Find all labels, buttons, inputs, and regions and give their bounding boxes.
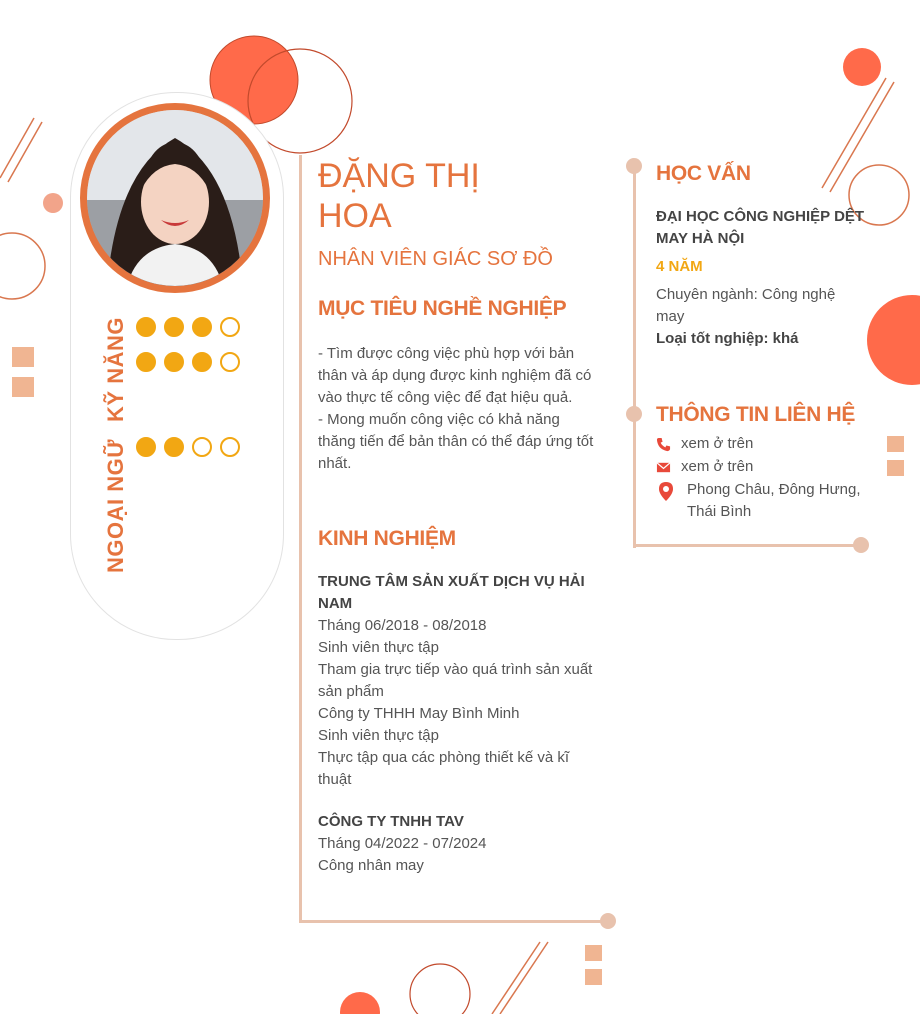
company-name: CÔNG TY TNHH TAV (318, 813, 464, 830)
deco-circle-outline-bottom (410, 964, 470, 1014)
school-name: ĐẠI HỌC CÔNG NGHIỆP DỆT (656, 208, 865, 225)
deco-square (585, 945, 602, 961)
skills-label: KỸ NĂNG (103, 317, 128, 422)
language-rating-1 (136, 437, 240, 457)
skill-rating-1 (136, 317, 240, 337)
rating-dot-empty (220, 317, 240, 337)
rating-dot-filled (136, 437, 156, 457)
rating-dot-filled (136, 352, 156, 372)
experience-line: Thực tập qua các phòng thiết kế và kĩ (318, 749, 570, 766)
deco-circle-filled-right (843, 48, 881, 86)
main-timeline-horizontal (299, 920, 607, 923)
education-block (656, 206, 881, 350)
experience-entry-2 (318, 811, 618, 877)
objective-line: - Tìm được công việc phù hợp với bản (318, 345, 575, 362)
education-heading: HỌC VẤN (656, 162, 751, 185)
company-name: NAM (318, 595, 353, 612)
rating-dot-filled (192, 317, 212, 337)
objective-heading: MỤC TIÊU NGHỀ NGHIỆP (318, 297, 567, 320)
experience-line: Công ty THHH May Bình Minh (318, 705, 520, 722)
experience-line: sản phẩm (318, 683, 384, 700)
address-line: Phong Châu, Đông Hưng, (687, 481, 861, 498)
objective-line: thăng tiến để bản thân có thể đáp ứng tốt (318, 433, 594, 450)
deco-square (585, 969, 602, 985)
rating-dot-filled (164, 352, 184, 372)
objective-text (318, 343, 618, 475)
experience-line: Tháng 06/2018 - 08/2018 (318, 617, 487, 634)
experience-line: thuật (318, 771, 352, 788)
deco-circle-outline-left (0, 233, 45, 299)
languages-label: NGOẠI NGỮ (103, 439, 128, 573)
address-line: Thái Bình (687, 503, 752, 520)
right-timeline-vertical (633, 166, 636, 548)
deco-square (887, 436, 904, 452)
rating-dot-filled (192, 352, 212, 372)
name-line-2: HOA (318, 197, 392, 235)
experience-line: Sinh viên thực tập (318, 639, 439, 656)
objective-line: - Mong muốn công việc có khả năng (318, 411, 560, 428)
experience-line: Tháng 04/2022 - 07/2024 (318, 835, 487, 852)
education-grade: Loại tốt nghiệp: khá (656, 330, 799, 347)
candidate-role: NHÂN VIÊN GIÁC SƠ ĐỒ (318, 248, 553, 270)
experience-line: Công nhân may (318, 857, 424, 874)
deco-line (8, 122, 42, 182)
rating-dot-filled (164, 317, 184, 337)
skill-rating-2 (136, 352, 240, 372)
phone-value: xem ở trên (681, 435, 754, 452)
rating-dot-filled (136, 317, 156, 337)
deco-line (830, 82, 894, 192)
education-major: may (656, 308, 685, 325)
deco-square (12, 377, 34, 397)
rating-dot-filled (164, 437, 184, 457)
education-knob (626, 158, 642, 174)
phone-icon (656, 437, 671, 452)
rating-dot-empty (220, 437, 240, 457)
objective-line: thân và áp dụng được kinh nghiệm đã có (318, 367, 592, 384)
deco-line (822, 78, 886, 188)
education-major: Chuyên ngành: Công nghệ (656, 286, 836, 303)
contact-knob (626, 406, 642, 422)
deco-line (0, 118, 34, 178)
experience-heading: KINH NGHIỆM (318, 527, 456, 550)
right-timeline-horizontal (633, 544, 855, 547)
objective-line: vào thực tế công việc để đạt hiệu quả. (318, 389, 573, 406)
experience-line: Sinh viên thực tập (318, 727, 439, 744)
avatar-portrait (87, 110, 263, 286)
avatar (80, 103, 270, 293)
company-name: TRUNG TÂM SẢN XUẤT DỊCH VỤ HẢI (318, 573, 585, 590)
rating-dot-empty (192, 437, 212, 457)
email-value: xem ở trên (681, 458, 754, 475)
deco-line (492, 942, 540, 1014)
name-line-1: ĐẶNG THỊ (318, 157, 480, 195)
deco-circle-filled-bottom (340, 992, 380, 1014)
experience-entry-1 (318, 571, 618, 791)
main-timeline-knob (600, 913, 616, 929)
candidate-name (318, 156, 480, 236)
deco-square (887, 460, 904, 476)
email-icon (656, 460, 671, 475)
main-timeline-vertical (299, 155, 302, 923)
location-pin-icon (655, 481, 677, 503)
experience-line: Tham gia trực tiếp vào quá trình sản xuất (318, 661, 593, 678)
rating-dot-empty (220, 352, 240, 372)
deco-square (12, 347, 34, 367)
school-name: MAY HÀ NỘI (656, 230, 745, 247)
contact-heading: THÔNG TIN LIÊN HỆ (656, 403, 856, 426)
contact-phone (656, 433, 753, 455)
education-duration: 4 NĂM (656, 258, 703, 275)
right-timeline-end-knob (853, 537, 869, 553)
objective-line: nhất. (318, 455, 352, 472)
deco-line (500, 942, 548, 1014)
contact-address (655, 479, 861, 523)
deco-dot-small (43, 193, 63, 213)
contact-email (656, 456, 753, 478)
